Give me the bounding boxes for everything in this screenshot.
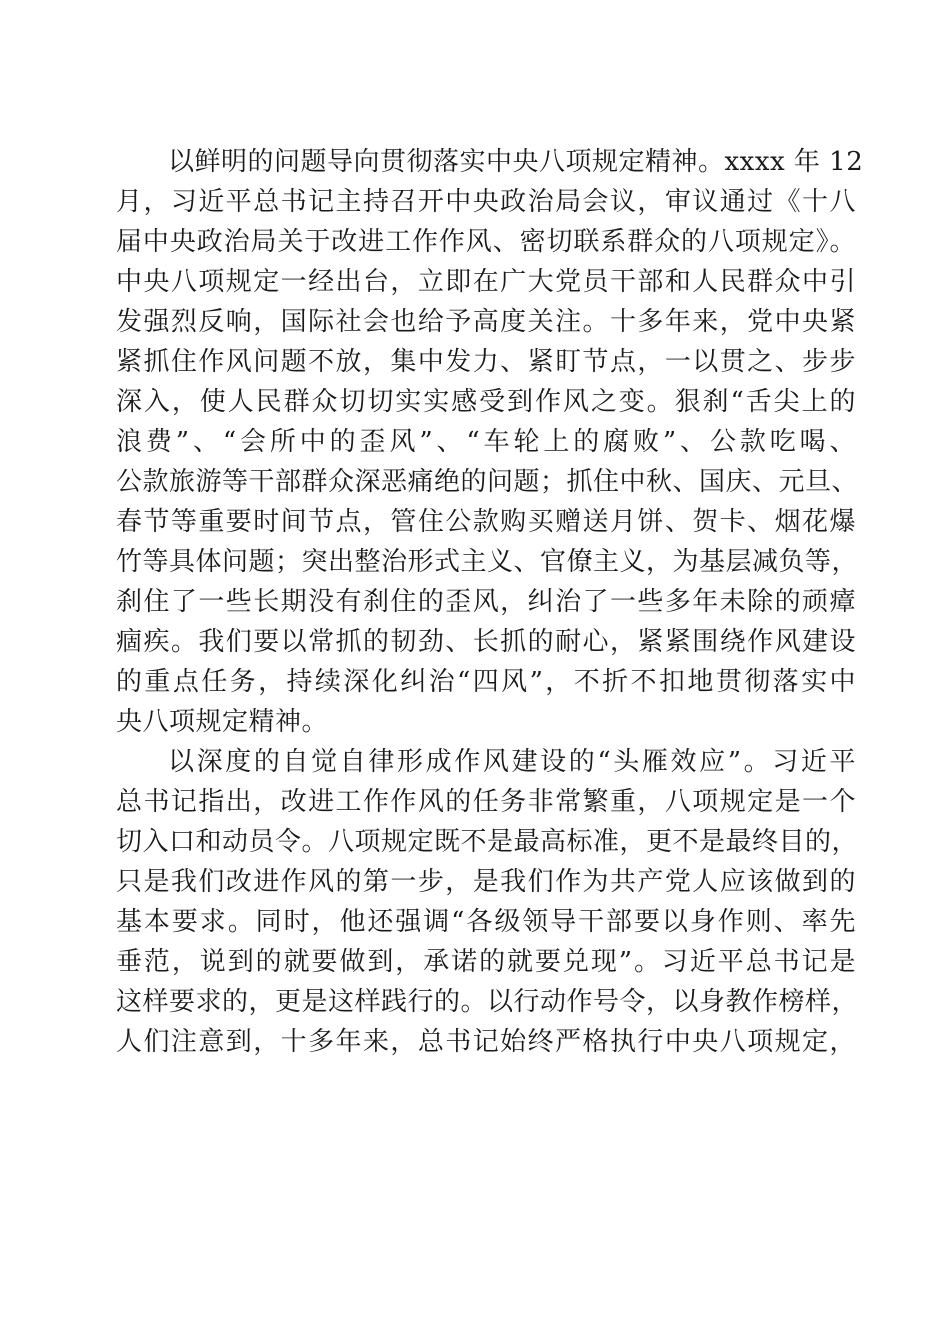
paragraph-1-line-1: 以鲜明的问题导向贯彻落实中央八项规定精神。xxxx 年 12 xyxy=(168,147,864,177)
paragraph-1-line-15: 央八项规定精神。 xyxy=(116,707,329,737)
paragraph-1-line-14: 的重点任务，持续深化纠治“四风”，不折不扣地贯彻落实中 xyxy=(116,667,856,697)
paragraph-1-line-5: 发强烈反响，国际社会也给予高度关注。十多年来，党中央紧 xyxy=(116,307,856,337)
paragraph-2-line-6: 垂范，说到的就要做到，承诺的就要兑现”。习近平总书记是 xyxy=(116,947,856,977)
paragraph-2-line-5: 基本要求。同时，他还强调“各级领导干部要以身作则、率先 xyxy=(116,907,856,937)
paragraph-2-line-2: 总书记指出，改进工作作风的任务非常繁重，八项规定是一个 xyxy=(116,787,856,817)
paragraph-1-line-6: 紧抓住作风问题不放，集中发力、紧盯节点，一以贯之、步步 xyxy=(116,347,856,377)
paragraph-1-line-11: 竹等具体问题；突出整治形式主义、官僚主义，为基层减负等， xyxy=(116,547,859,577)
paragraph-2 xyxy=(116,742,859,1062)
paragraph-1-line-3: 届中央政治局关于改进工作作风、密切联系群众的八项规定》。 xyxy=(116,227,856,257)
paragraph-1-line-7: 深入，使人民群众切切实实感受到作风之变。狠刹“舌尖上的 xyxy=(116,387,856,417)
paragraph-1-line-12: 刹住了一些长期没有刹住的歪风，纠治了一些多年未除的顽瘴 xyxy=(116,587,856,617)
paragraph-1 xyxy=(116,142,864,742)
paragraph-2-line-8: 人们注意到，十多年来，总书记始终严格执行中央八项规定， xyxy=(116,1027,856,1057)
paragraph-1-line-8: 浪费”、“会所中的歪风”、“车轮上的腐败”、公款吃喝、 xyxy=(116,427,856,457)
paragraph-1-line-13: 痼疾。我们要以常抓的韧劲、长抓的耐心，紧紧围绕作风建设 xyxy=(116,627,856,657)
paragraph-1-line-10: 春节等重要时间节点，管住公款购买赠送月饼、贺卡、烟花爆 xyxy=(116,507,856,537)
paragraph-2-line-7: 这样要求的，更是这样践行的。以行动作号令，以身教作榜样， xyxy=(116,987,859,1017)
paragraph-2-line-3: 切入口和动员令。八项规定既不是最高标准，更不是最终目的， xyxy=(116,827,859,857)
paragraph-1-line-9: 公款旅游等干部群众深恶痛绝的问题；抓住中秋、国庆、元旦、 xyxy=(116,467,859,497)
paragraph-1-line-2: 月，习近平总书记主持召开中央政治局会议，审议通过《十八 xyxy=(116,187,856,217)
paragraph-2-line-4: 只是我们改进作风的第一步，是我们作为共产党人应该做到的 xyxy=(116,867,856,897)
paragraph-1-line-4: 中央八项规定一经出台，立即在广大党员干部和人民群众中引 xyxy=(116,267,856,297)
document-body xyxy=(116,142,864,1062)
paragraph-2-line-1: 以深度的自觉自律形成作风建设的“头雁效应”。习近平 xyxy=(168,747,856,777)
